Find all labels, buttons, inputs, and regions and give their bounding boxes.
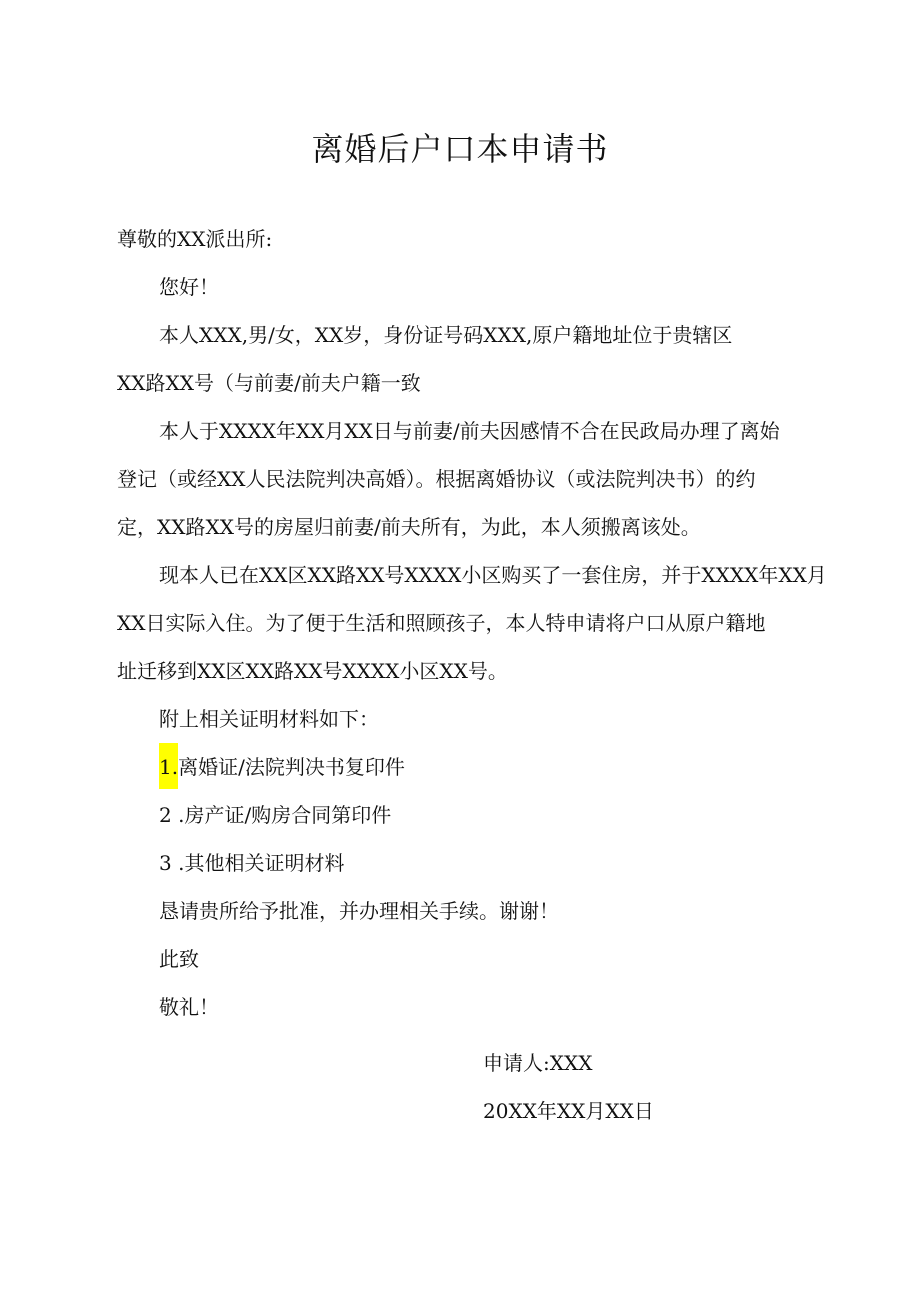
attachment-number: 2 . (159, 803, 185, 827)
attachment-number: 3 . (159, 851, 185, 875)
paragraph3-line3: 址迁移到XX区XX路XX号XXXX小区XX号。 (117, 659, 508, 683)
attachment-number-highlighted: 1. (159, 743, 178, 789)
document-title: 离婚后户口本申请书 (311, 130, 609, 168)
request-line: 恳请贵所给予批准，并办理相关手续。谢谢！ (159, 899, 559, 923)
attachment-text: 房产证/购房合同第印件 (184, 803, 392, 827)
attachments-intro: 附上相关证明材料如下： (159, 707, 379, 731)
paragraph1-line2: XX路XX号（与前妻/前夫户籍一致 (117, 371, 421, 395)
attachment-text: 离婚证/法院判决书复印件 (178, 755, 405, 779)
applicant-signature: 申请人:XXX (483, 1051, 593, 1075)
signature-date: 20XX年XX月XX日 (483, 1099, 654, 1123)
paragraph3-line1: 现本人已在XX区XX路XX号XXXX小区购买了一套住房，并于XXXX年XX月 (159, 563, 827, 587)
attachment-item-2 (159, 801, 391, 829)
paragraph1-line1: 本人XXX,男/女，XX岁，身份证号码XXX,原户籍地址位于贵辖区 (159, 323, 733, 347)
paragraph2-line1: 本人于XXXX年XX月XX日与前妻/前夫因感情不合在民政局办理了离始 (159, 419, 780, 443)
closing-line-1: 此致 (159, 947, 199, 971)
greeting: 您好！ (159, 275, 219, 299)
paragraph2-line2: 登记（或经XX人民法院判决高婚）。根据离婚协议（或法院判决书）的约 (117, 467, 756, 491)
paragraph2-line3: 定，XX路XX号的房屋归前妻/前夫所有，为此，本人须搬离该处。 (117, 515, 701, 539)
attachment-text: 其他相关证明材料 (184, 851, 345, 875)
attachment-item-3 (159, 849, 344, 877)
attachment-item-1 (159, 753, 405, 789)
closing-line-2: 敬礼！ (159, 995, 219, 1019)
paragraph3-line2: XX日实际入住。为了便于生活和照顾孩子，本人特申请将户口从原户籍地 (117, 611, 766, 635)
salutation: 尊敬的XX派出所: (117, 227, 273, 251)
